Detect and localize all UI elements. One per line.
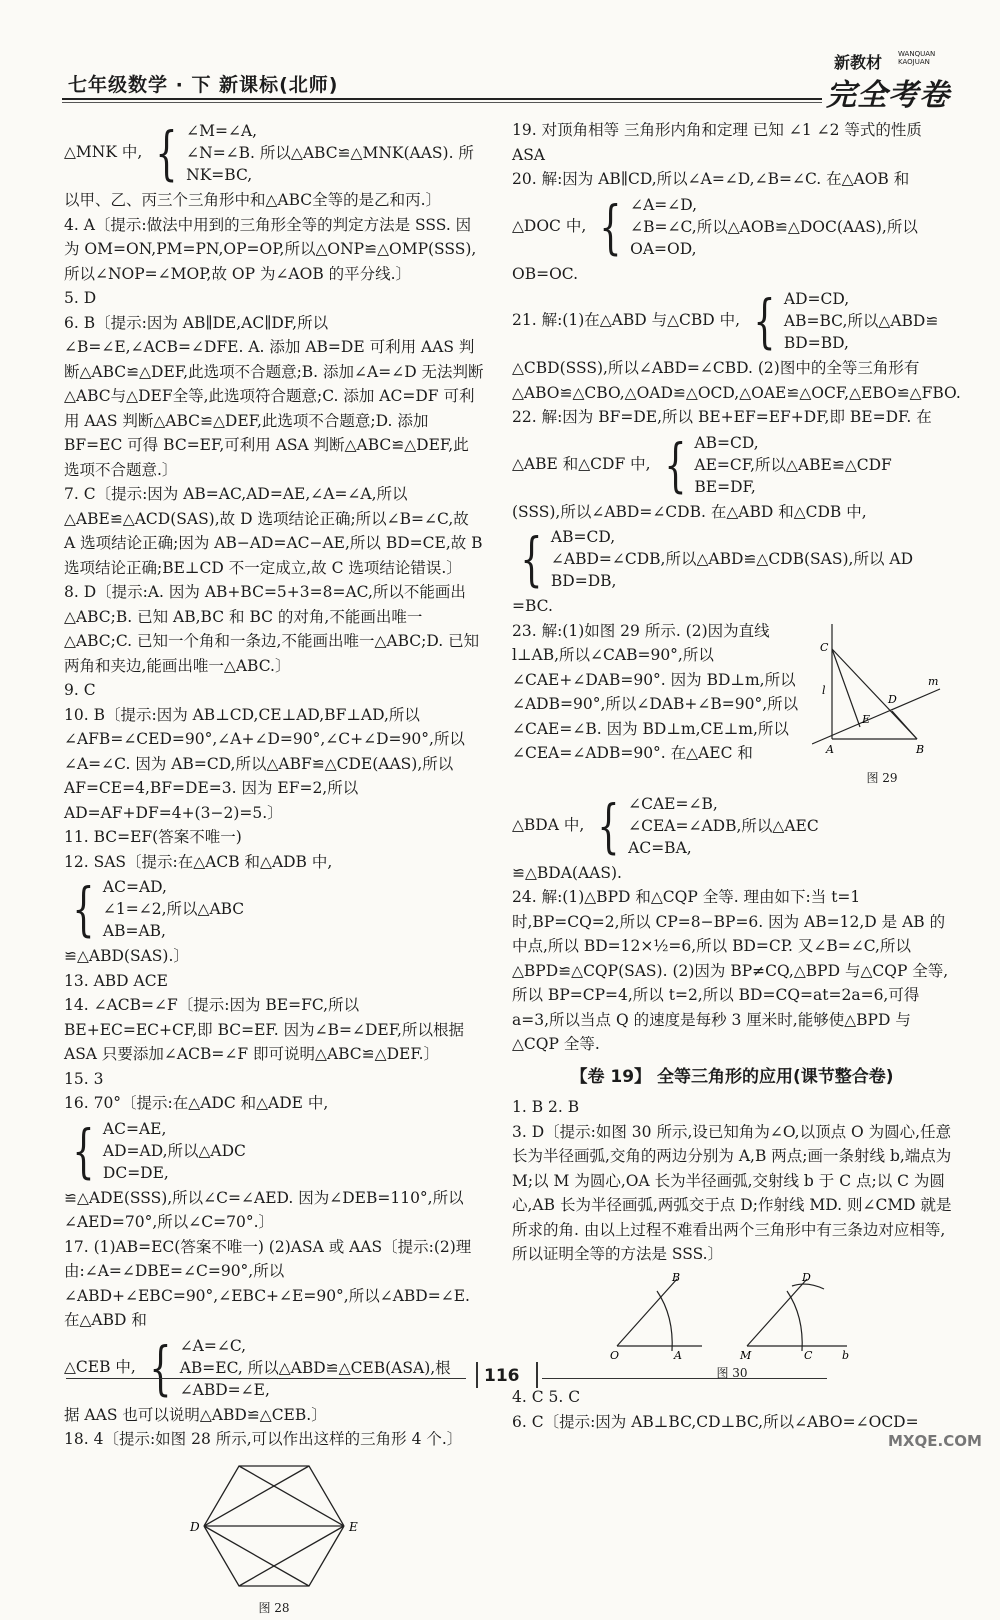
fig30-label-b: B (671, 1271, 680, 1284)
header-rule (62, 98, 822, 100)
answer-s1-2: 1. B 2. B (512, 1095, 952, 1120)
answer-6: 6. B〔提示:因为 AB∥DE,AC∥DF,所以∠B=∠E,∠ACB=∠DFE. A. 添加 AB=DE 可利用 AAS 判断△ABC≌△DEF,此选项不合题意;B. 添加∠A=∠D 无法判断△ABC与△DEF全等,此选项符合题意;C. 添加 AC=DF 可利用 AAS 判断△ABC≌△DEF,此选项不合题意;D. 添加 BF=EC 可得 BC=EF,可利用 ASA 判断△ABC≌△DEF,此选项不合题意.〕 (64, 311, 484, 483)
fig29-label-l: l (822, 684, 826, 697)
header-title: 七年级数学 · 下 新课标(北师) (68, 70, 338, 97)
figure-30-caption: 图 30 (512, 1361, 952, 1386)
footer-bar-left (476, 1362, 478, 1388)
equation-system: { AB=CD, AE=CF,所以△ABE≌△CDF BE=DF, (656, 432, 892, 498)
footer-rule-left (66, 1378, 466, 1379)
answer-21: 21. 解:(1)在△ABD 与△CBD 中, { AD=CD, AB=BC,所以△ABD≌ BD=BD, △CBD(SSS),所以∠ABD=∠CBD. (2)图中的全等三角形有△ABO≌△CBO,△OAD≌△OCD,△OAE≌△OCF,△EBO≌△FBO. (512, 286, 952, 405)
equation-system: { ∠CAE=∠B, ∠CEA=∠ADB,所以△AEC AC=BA, (589, 793, 818, 859)
answer-12: 12. SAS〔提示:在△ACB 和△ADB 中, { AC=AD, ∠1=∠2,所以△ABC AB=AB, ≌△ABD(SAS).〕 (64, 850, 484, 969)
figure-29 (812, 619, 942, 759)
fig29-label-d: D (887, 693, 897, 706)
answer-20: 20. 解:因为 AB∥CD,所以∠A=∠D,∠B=∠C. 在△AOB 和 △DOC 中, { ∠A=∠D, ∠B=∠C,所以△AOB≌△DOC(AAS),所以 OA=OD, OB=OC. (512, 167, 952, 286)
answer-8: 8. D〔提示:A. 因为 AB+BC=5+3=8=AC,所以不能画出△ABC;B. 已知 AB,BC 和 BC 的对角,不能画出唯一△ABC;C. 已知一个角和一条边,不能画出唯一△ABC;D. 已知两角和夹边,能画出唯一△ABC.〕 (64, 580, 484, 678)
answer-19: 19. 对顶角相等 三角形内角和定理 已知 ∠1 ∠2 等式的性质 ASA (512, 118, 952, 167)
fig28-label-e: E (348, 1520, 358, 1534)
answer-14: 14. ∠ACB=∠F〔提示:因为 BE=FC,所以 BE+EC=EC+CF,即 BC=EF. 因为∠B=∠DEF,所以根据 ASA 只要添加∠ACB=∠F 即可说明△ABC≌△DEF.〕 (64, 993, 484, 1067)
brand-pinyin: WANQUAN KAOJUAN (898, 50, 938, 66)
footer-bar-right (536, 1362, 538, 1388)
answer-11: 11. BC=EF(答案不唯一) (64, 825, 484, 850)
answer-23: 23. 解:(1)如图 29 所示. (2)因为直线 l⊥AB,所以∠CAB=90°,所以∠CAE+∠DAB=90°. 因为 BD⊥m,所以∠ADB=90°,所以∠DAB+∠B=90°,所以∠CAE=∠B. 因为 BD⊥m,CE⊥m,所以∠CEA=∠ADB=90°. 在△AEC 和 C l D m E A B 图 29 △BDA 中, { ∠CAE=∠B, ∠CEA=∠ADB,所以△AEC AC=BA, ≌△BDA(AAS). (512, 619, 952, 886)
fig30-label-m: M (739, 1349, 752, 1361)
brace: { (156, 124, 178, 182)
fig29-label-a: A (825, 743, 834, 756)
answer-s3: 3. D〔提示:如图 30 所示,设已知角为∠O,以顶点 O 为圆心,任意长为半径画弧,交角的两边分别为 A,B 两点;画一条射线 b,端点为 M;以 M 为圆心,OA 长为半径画弧,交射线 b 于 C 点;以 C 为圆心,AB 长为半径画弧,两弧交于点 D;作射线 MD. 则∠CMD 就是所求的角. 由以上过程不难看出两个三角形中有三条边对应相等,所以证明全等的方法是 SSS.〕 (512, 1120, 952, 1267)
equation-system: { AC=AE, AD=AD,所以△ADC DC=DE, (64, 1118, 246, 1184)
section-heading: 【卷 19】 全等三角形的应用(课节整合卷) (512, 1065, 952, 1090)
answer-24: 24. 解:(1)△BPD 和△CQP 全等. 理由如下:当 t=1 时,BP=CQ=2,所以 CP=8−BP=6. 因为 AB=12,D 是 AB 的中点,所以 BD=12×½=6,所以 BD=CP. 又∠B=∠C,所以△BPD≌△CQP(SAS). (2)因为 BP≠CQ,△BPD 与△CQP 全等,所以 BP=CP=4,所以 t=2,所以 BD=CQ=at=2a=6,可得 a=3,所以当点 Q 的速度是每秒 3 厘米时,能够使△BPD 与△CQP 全等. (512, 885, 952, 1057)
answer-s4-5: 4. C 5. C (512, 1385, 952, 1410)
figure-30 (602, 1271, 862, 1361)
brand-logo: 完全考卷 (826, 70, 950, 114)
fig29-label-e: E (861, 713, 870, 726)
figure-29-caption: 图 29 (812, 766, 952, 791)
figure-28-caption: 图 28 (64, 1596, 484, 1620)
answer-13: 13. ABD ACE (64, 969, 484, 994)
equation-system: { AB=CD, ∠ABD=∠CDB,所以△ABD≌△CDB(SAS),所以 AD BD=DB, (512, 526, 913, 592)
answer-4: 4. A〔提示:做法中用到的三角形全等的判定方法是 SSS. 因为 OM=ON,PM=PN,OP=OP,所以△ONP≌△OMP(SSS),所以∠NOP=∠MOP,故 OP 为∠AOB 的平分线.〕 (64, 213, 484, 287)
answer-15: 15. 3 (64, 1067, 484, 1092)
equation-system: { ∠A=∠D, ∠B=∠C,所以△AOB≌△DOC(AAS),所以 OA=OD, (591, 194, 918, 260)
fig30-label-d: D (801, 1271, 811, 1284)
answer-22: 22. 解:因为 BF=DE,所以 BE+EF=EF+DF,即 BE=DF. 在 △ABE 和△CDF 中, { AB=CD, AE=CF,所以△ABE≌△CDF BE=DF, (SSS),所以∠ABD=∠CDB. 在△ABD 和△CDB 中, { AB=CD, ∠ABD=∠CDB,所以△ABD≌△CDB(SAS),所以 AD BD=DB, =BC. (512, 405, 952, 619)
fig30-label-a: A (673, 1349, 682, 1361)
equation-system: { AC=AD, ∠1=∠2,所以△ABC AB=AB, (64, 876, 244, 942)
header-rule-thin (62, 102, 822, 103)
answer-7: 7. C〔提示:因为 AB=AC,AD=AE,∠A=∠A,所以△ABE≌△ACD(SAS),故 D 选项结论正确;所以∠B=∠C,故 A 选项结论正确;因为 AB−AD=AC−AE,所以 BD=CE,故 B 选项结论正确;BE⊥CD 不一定成立,故 C 选项结论错误.〕 (64, 482, 484, 580)
watermark-url: MXQE.COM (888, 1432, 982, 1450)
footer-rule-right (542, 1378, 827, 1379)
answer-s6: 6. C〔提示:因为 AB⊥BC,CD⊥BC,所以∠ABO=∠OCD= (512, 1410, 952, 1435)
brand-small: 新教材 (834, 50, 882, 73)
fig29-label-c: C (820, 641, 829, 654)
answer-17: 17. (1)AB=EC(答案不唯一) (2)ASA 或 AAS〔提示:(2)理由:∠A=∠DBE=∠C=90°,所以∠ABD+∠EBC=90°,∠EBC+∠E=90°,所以∠ABD=∠E. 在△ABD 和 △CEB 中, { ∠A=∠C, AB=EC, 所以△ABD≌△CEB(ASA),根 ∠ABD=∠E, 据 AAS 也可以说明△ABD≌△CEB.〕 (64, 1235, 484, 1428)
fig29-label-b: B (915, 743, 924, 756)
fig29-label-m: m (928, 675, 938, 688)
answer-10: 10. B〔提示:因为 AB⊥CD,CE⊥AD,BF⊥AD,所以∠AFB=∠CED=90°,∠A+∠D=90°,∠C+∠D=90°,所以∠A=∠C. 因为 AB=CD,所以△ABF≌△CDE(AAS),所以 AF=CE=4,BF=DE=3. 因为 EF=2,所以 AD=AF+DF=4+(3−2)=5.〕 (64, 703, 484, 826)
equation-system: { ∠A=∠C, AB=EC, 所以△ABD≌△CEB(ASA),根 ∠ABD=∠E, (141, 1335, 451, 1401)
answer-18: 18. 4〔提示:如图 28 所示,可以作出这样的三角形 4 个.〕 (64, 1427, 484, 1452)
fig30-label-o: O (610, 1349, 619, 1361)
right-column (512, 118, 952, 1434)
page-number: 116 (484, 1366, 520, 1386)
answer-3-cont: △MNK 中, { ∠M=∠A, ∠N=∠B. 所以△ABC≌△MNK(AAS). 所 NK=BC, 以甲、乙、丙三个三角形中和△ABC全等的是乙和丙.〕 (64, 118, 484, 213)
equation-system: { ∠M=∠A, ∠N=∠B. 所以△ABC≌△MNK(AAS). 所 NK=BC, (147, 120, 474, 186)
answer-5: 5. D (64, 286, 484, 311)
answer-16: 16. 70°〔提示:在△ADC 和△ADE 中, { AC=AE, AD=AD,所以△ADC DC=DE, ≌△ADE(SSS),所以∠C=∠AED. 因为∠DEB=110°,所以∠AED=70°,所以∠C=70°.〕 (64, 1091, 484, 1235)
left-column (64, 118, 484, 1620)
equation-system: { AD=CD, AB=BC,所以△ABD≌ BD=BD, (745, 288, 938, 354)
answer-9: 9. C (64, 678, 484, 703)
fig30-label-c: C (804, 1349, 813, 1361)
fig30-label-b-ray: b (842, 1349, 849, 1361)
figure-28 (184, 1456, 364, 1596)
fig28-label-d: D (189, 1520, 200, 1534)
